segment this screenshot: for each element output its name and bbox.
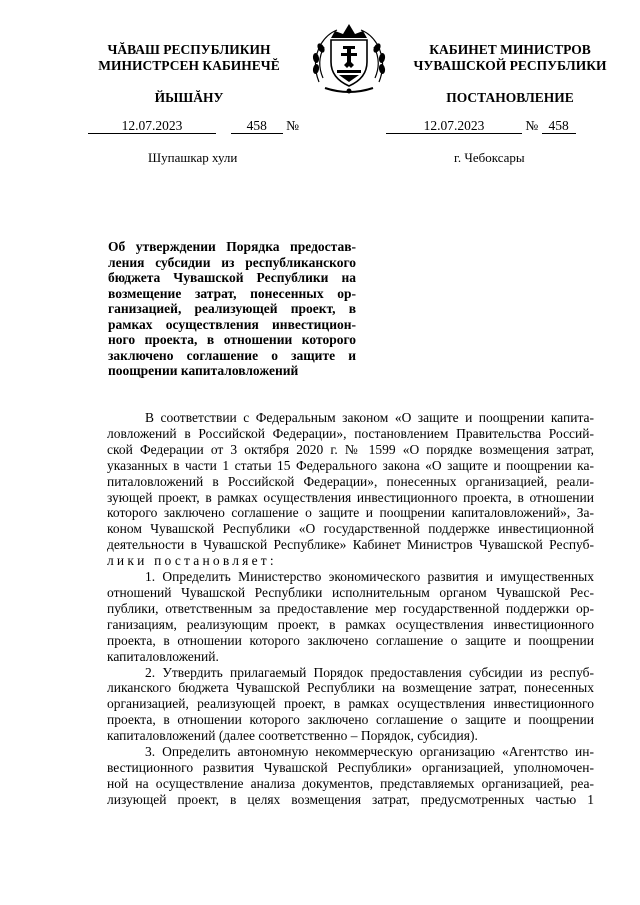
- header-left-document-kind: ЙЫШĂНУ: [154, 90, 224, 105]
- header-left-line-1: ЧĂВАШ РЕСПУБЛИКИН: [107, 42, 271, 57]
- title-line: рамках осуществления инвестицион-: [108, 316, 356, 332]
- header-right-organization: [400, 42, 620, 74]
- header-left-organization: [78, 42, 300, 74]
- right-date-field: 12.07.2023: [386, 119, 522, 134]
- header-right-document-kind: ПОСТАНОВЛЕНИЕ: [446, 90, 574, 105]
- body-line: проекта, в отношении которого заключено соглашение о защите и поощрении: [107, 632, 594, 648]
- body-line: ловложений в Российской Федерации», постановлением Правительства Россий-: [107, 425, 594, 441]
- title-line: возмещение затрат, понесенных ор-: [108, 285, 356, 301]
- body-line: ской Федерации от 3 октября 2020 г. № 1599 «О порядке возмещения затрат,: [107, 441, 594, 457]
- body-line: отношений Чувашской Республики исполнительным органом Чувашской Рес-: [107, 584, 594, 600]
- body-line: зующей проект, в рамках осуществления инвестиционного проекта, в отношении: [107, 489, 594, 505]
- document-body: [107, 410, 594, 808]
- body-line: лизующей проект, в целях возмещения затрат, предусмотренных частью 1: [107, 791, 594, 807]
- title-line: ления субсидии из республиканского: [108, 254, 356, 270]
- title-line: бюджета Чувашской Республики на: [108, 270, 356, 285]
- body-line: проекта, в отношении которого заключено соглашение о защите и поощрении: [107, 712, 594, 728]
- header-right-line-2: ЧУВАШСКОЙ РЕСПУБЛИКИ: [413, 58, 607, 73]
- title-line: заключено соглашение о защите и: [108, 347, 356, 363]
- right-number-line: [386, 118, 576, 134]
- header-right-line-1: КАБИНЕТ МИНИСТРОВ: [429, 42, 591, 57]
- body-line: 2. Утвердить прилагаемый Порядок предоставления субсидии из респуб-: [145, 664, 594, 680]
- place-right: г. Чебоксары: [454, 150, 525, 165]
- body-line: деятельности в Чувашской Республике» Кабинет Министров Чувашской Респуб-: [107, 537, 594, 553]
- body-line: лики постановляет:: [107, 553, 277, 569]
- right-number-field: 458: [542, 119, 576, 134]
- body-line: которого заключено соглашение о защите и поощрении капиталовложений», За-: [107, 505, 594, 521]
- title-line: ганизацией, реализующей проект, в: [108, 301, 356, 316]
- body-line: питаловложений в Российской Федерации», понесенных организацией, реали-: [107, 473, 594, 489]
- chuvash-republic-emblem-icon: [301, 18, 397, 96]
- title-line: ного проекта, в отношении которого: [108, 332, 356, 347]
- body-line: 1. Определить Министерство экономического развития и имущественных: [145, 569, 594, 585]
- right-number-sign: №: [525, 118, 539, 133]
- left-number-field: 458: [231, 119, 283, 134]
- body-line: коном Чувашской Республики «О государственной поддержке инвестиционной: [107, 521, 594, 537]
- body-line: В соответствии с Федеральным законом «О защите и поощрении капита-: [145, 410, 594, 425]
- body-line: капиталовложений (далее соответственно – Порядок, субсидия).: [107, 728, 478, 744]
- body-line: ганизациям, реализующим проект, в рамках осуществления инвестиционного: [107, 616, 594, 632]
- title-line: поощрении капиталовложений: [108, 363, 299, 378]
- left-date-field: 12.07.2023: [88, 119, 216, 134]
- left-number-sign: №: [286, 118, 300, 133]
- body-line: организацией, реализующей проект, в рамках осуществления инвестиционного: [107, 696, 594, 712]
- document-title: [108, 239, 356, 379]
- body-line: ной на осуществление анализа документов, представляемых организацией, реа-: [107, 775, 594, 791]
- place-left: Шупашкар хули: [148, 150, 238, 165]
- body-line: ликанского бюджета Чувашской Республики на возмещение затрат, понесенных: [107, 680, 594, 696]
- title-line: Об утверждении Порядка предостав-: [108, 239, 356, 254]
- body-line: указанных в части 1 статьи 15 Федерального закона «О защите и поощрении ка-: [107, 457, 594, 473]
- header-left-line-2: МИНИСТРСЕН КАБИНЕЧĔ: [98, 58, 280, 73]
- body-line: 3. Определить автономную некоммерческую организацию «Агентство ин-: [145, 744, 594, 760]
- body-line: публики, ответственным за предоставление мер государственной поддержки ор-: [107, 600, 594, 616]
- left-number-line: [88, 118, 299, 134]
- body-line: капиталовложений.: [107, 648, 219, 664]
- body-line: вестиционного развития Чувашской Республики» организацией, уполномочен-: [107, 759, 594, 775]
